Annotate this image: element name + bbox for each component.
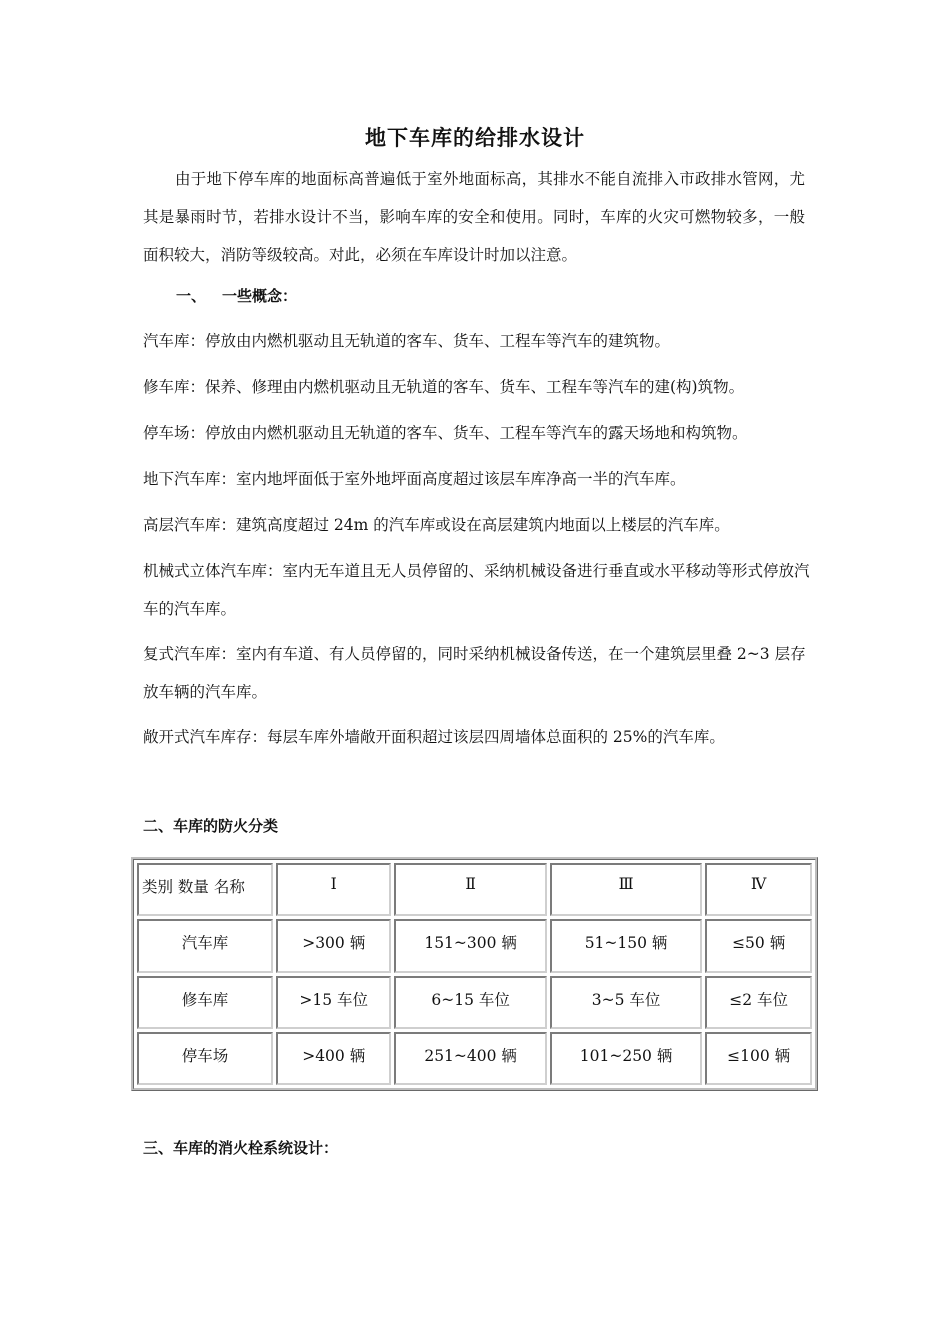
table-cell: 6~15 车位 — [394, 976, 546, 1029]
table-cell: >400 辆 — [276, 1032, 391, 1085]
table-header-cell: Ⅳ — [705, 863, 812, 916]
table-cell: 停车场 — [137, 1032, 273, 1085]
fire-classification-table — [131, 857, 818, 1091]
section-1-heading — [176, 285, 297, 306]
section-1-number: 一、 — [176, 287, 207, 305]
table-header-row — [137, 863, 812, 916]
table-cell: 3~5 车位 — [550, 976, 702, 1029]
table-cell: ≤100 辆 — [705, 1032, 812, 1085]
table-cell: 101~250 辆 — [550, 1032, 702, 1085]
definition-item: 复式汽车库：室内有车道、有人员停留的，同时采纳机械设备传送，在一个建筑层里叠 2~3 层存放车辆的汽车库。 — [143, 645, 806, 701]
section-3-heading: 三、车库的消火栓系统设计： — [143, 1139, 339, 1157]
table-cell: 汽车库 — [137, 919, 273, 972]
intro-paragraph: 由于地下停车库的地面标高普遍低于室外地面标高，其排水不能自流排入市政排水管网，尤其是暴雨时节，若排水设计不当，影响车库的安全和使用。同时，车库的火灾可燃物较多，一般面积较大，消防等级较高。对此，必须在车库设计时加以注意。 — [143, 170, 805, 264]
definition-item: 机械式立体汽车库：室内无车道且无人员停留的、采纳机械设备进行垂直或水平移动等形式停放汽车的汽车库。 — [143, 562, 810, 618]
table-cell: 修车库 — [137, 976, 273, 1029]
definition-item: 停车场：停放由内燃机驱动且无轨道的客车、货车、工程车等汽车的露天场地和构筑物。 — [143, 424, 748, 442]
section-1-label: 一些概念： — [222, 287, 298, 305]
definition-item: 高层汽车库：建筑高度超过 24m 的汽车库或设在高层建筑内地面以上楼层的汽车库。 — [143, 516, 730, 534]
table-cell: ≤50 辆 — [705, 919, 812, 972]
table-cell: 251~400 辆 — [394, 1032, 546, 1085]
definition-item: 地下汽车库：室内地坪面低于室外地坪面高度超过该层车库净高一半的汽车库。 — [143, 470, 686, 488]
table-row — [137, 976, 812, 1029]
table-row — [137, 919, 812, 972]
table-cell: ≤2 车位 — [705, 976, 812, 1029]
section-2-heading: 二、车库的防火分类 — [143, 817, 279, 835]
table-header-cell: Ⅱ — [394, 863, 546, 916]
definition-item: 修车库：保养、修理由内燃机驱动且无轨道的客车、货车、工程车等汽车的建(构)筑物。 — [143, 378, 745, 396]
definition-item: 汽车库：停放由内燃机驱动且无轨道的客车、货车、工程车等汽车的建筑物。 — [143, 332, 671, 350]
definition-item: 敞开式汽车库存：每层车库外墙敞开面积超过该层四周墙体总面积的 25%的汽车库。 — [143, 728, 725, 746]
document-title: 地下车库的给排水设计 — [365, 126, 585, 150]
table-cell: 151~300 辆 — [394, 919, 546, 972]
table-cell: >300 辆 — [276, 919, 391, 972]
table-header-cell: Ⅰ — [276, 863, 391, 916]
table-row — [137, 1032, 812, 1085]
table-cell: >15 车位 — [276, 976, 391, 1029]
table-header-cell: Ⅲ — [550, 863, 702, 916]
table-header-cell: 类别 数量 名称 — [137, 863, 273, 916]
table-cell: 51~150 辆 — [550, 919, 702, 972]
